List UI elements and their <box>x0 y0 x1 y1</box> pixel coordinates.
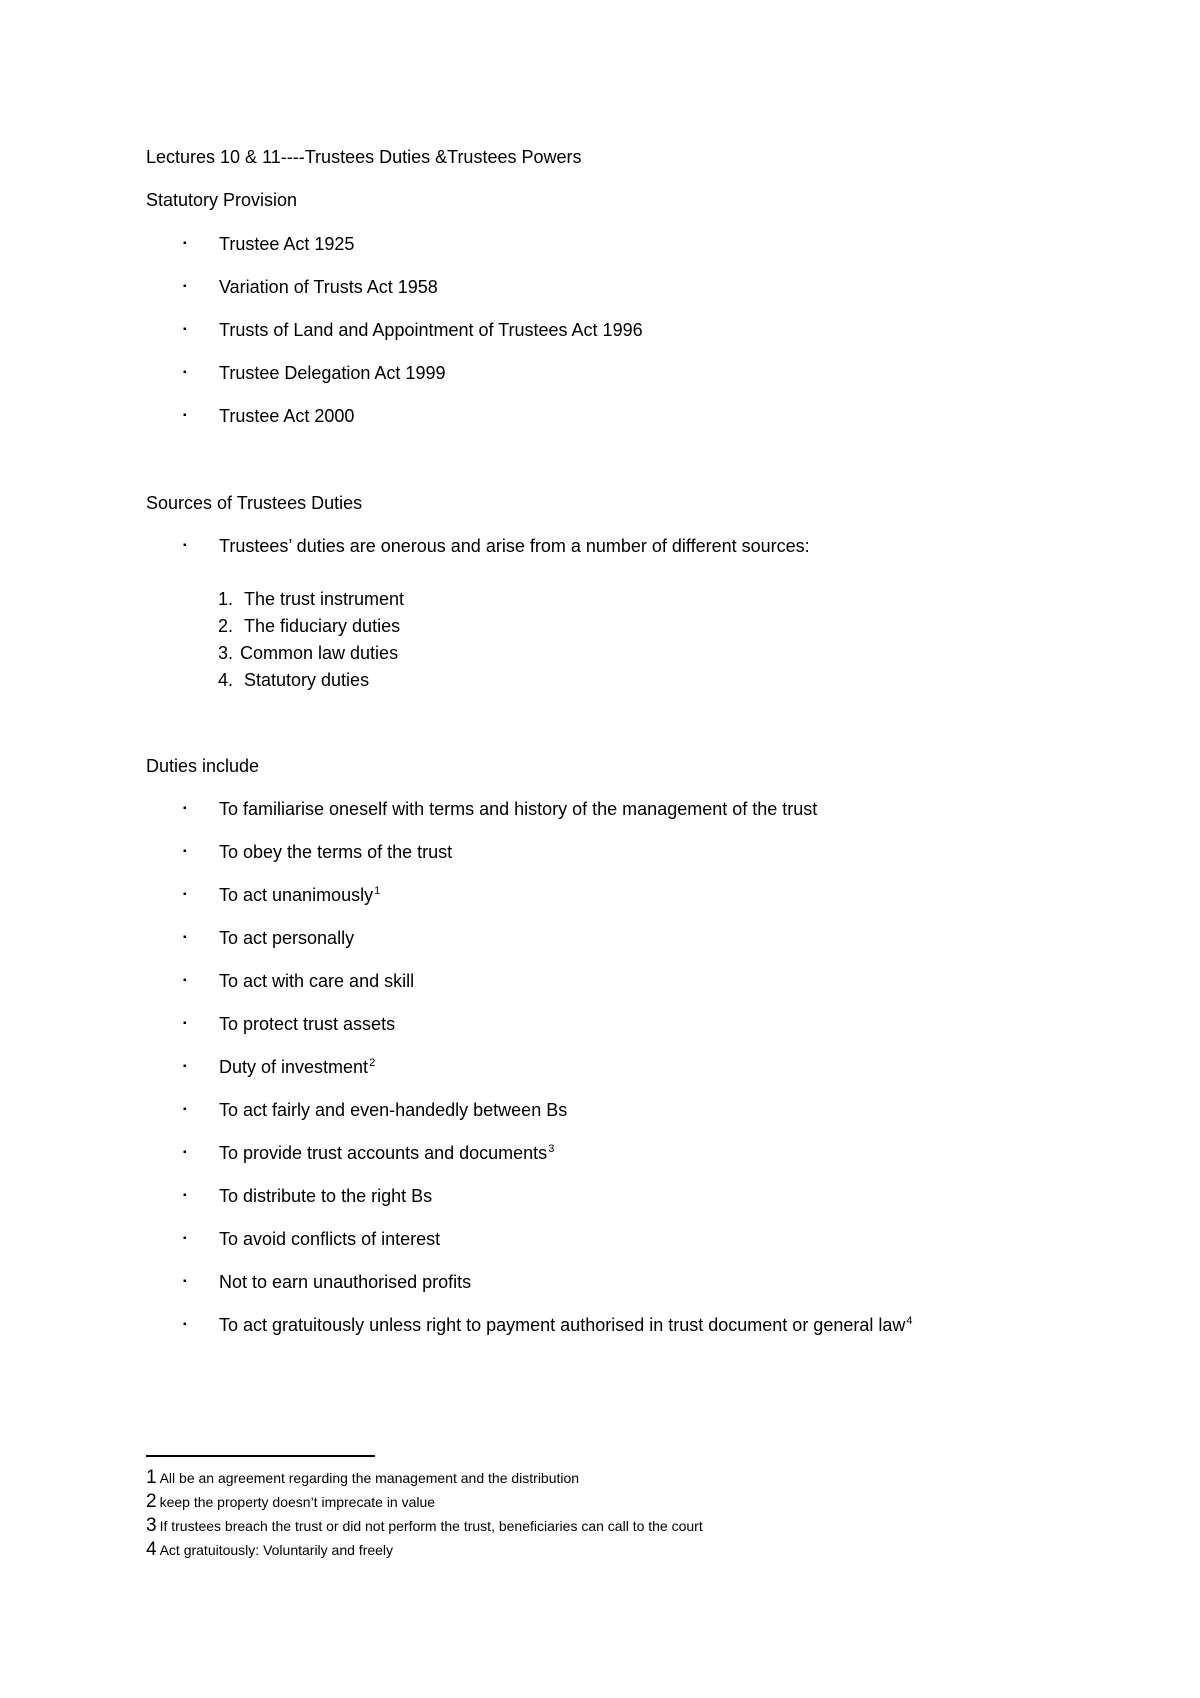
footnote-separator <box>146 1455 375 1457</box>
bullet-icon: ▪ <box>183 1018 187 1029</box>
sources-heading: Sources of Trustees Duties <box>146 493 363 513</box>
bullet-icon: ▪ <box>183 367 187 378</box>
bullet-icon: ▪ <box>183 932 187 943</box>
bullet-icon: ▪ <box>183 238 187 249</box>
bullet-icon: ▪ <box>183 1319 187 1330</box>
footnote-reference[interactable]: 1 <box>374 885 381 897</box>
bullet-icon: ▪ <box>183 1233 187 1244</box>
document-page: Lectures 10 & 11----Trustees Duties &Trustees Powers Statutory Provision ▪ Trustee Act 1925 ▪ Variation of Trusts Act 1958 ▪ Trusts of Land and Appointment of Trustees Act 1996 ▪ Trustee Delegation Act 1999 ▪ Trustee Act 2000 Sources of Trustees Duties ▪ Trustees’ duties are onerous and arise from a number of different sources: 1. The trust instrument 2. The fiduciary duties 3. Common law duties 4. Statutory duties Duties include ▪ To familiarise oneself with terms and history of the management of the trust ▪ To obey the terms of the trust ▪ To act unanimously$^1$ ▪ To act personally ▪ To act with care and skill ▪ To protect trust assets ▪ Duty of investment$^2$ ▪ To act fairly and even-handedly between Bs ▪ To provide trust accounts and documents$^3$ ▪ To distribute to the right Bs ▪ To avoid conflicts of interest ▪ Not to earn unauthorised profits ▪ To act gratuitously unless right to payment authorised in trust document or general law$^4$ 1 All be an agreement regarding the management and the distribution 2 keep the property doesn’t imprecate in value 3 If trustees breach the trust or did not perform the trust, beneficiaries can call to the court 4 Act gratuitously: Voluntarily and freely <box>146 147 913 1560</box>
statutory-heading: Statutory Provision <box>146 190 298 210</box>
bullet-icon: ▪ <box>183 803 187 814</box>
bullet-icon: ▪ <box>183 1190 187 1201</box>
footnote: 1 All be an agreement regarding the management and the distribution <box>146 1467 580 1488</box>
bullet-icon: ▪ <box>183 324 187 335</box>
duties-heading: Duties include <box>146 756 260 776</box>
document-title: Lectures 10 & 11----Trustees Duties &Trustees Powers <box>146 147 582 167</box>
footnote: 4 Act gratuitously: Voluntarily and freely <box>146 1539 394 1560</box>
footnote-reference[interactable]: 3 <box>548 1143 555 1155</box>
footnote: 2 keep the property doesn’t imprecate in value <box>146 1491 436 1512</box>
footnote-reference[interactable]: 2 <box>369 1057 376 1069</box>
bullet-icon: ▪ <box>183 281 187 292</box>
bullet-icon: ▪ <box>183 975 187 986</box>
footnote-reference[interactable]: 4 <box>906 1315 913 1327</box>
bullet-icon: ▪ <box>183 1061 187 1072</box>
bullet-icon: ▪ <box>183 889 187 900</box>
bullet-icon: ▪ <box>183 1104 187 1115</box>
bullet-icon: ▪ <box>183 410 187 421</box>
footnote: 3 If trustees breach the trust or did not perform the trust, beneficiaries can call to the court <box>146 1515 703 1536</box>
bullet-icon: ▪ <box>183 846 187 857</box>
bullet-icon: ▪ <box>183 1276 187 1287</box>
bullet-icon: ▪ <box>183 1147 187 1158</box>
bullet-icon: ▪ <box>183 540 187 551</box>
